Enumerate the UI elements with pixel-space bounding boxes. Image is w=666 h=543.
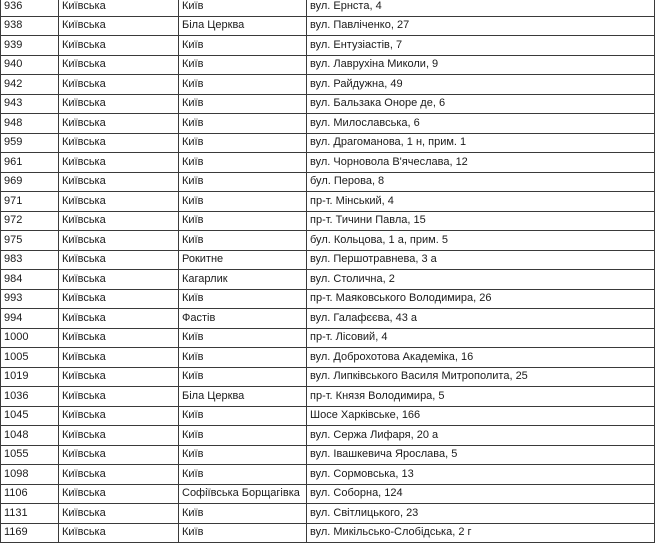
city-cell: Київ bbox=[179, 465, 307, 485]
branch-number-cell: 1048 bbox=[1, 426, 59, 446]
table-row bbox=[1, 172, 655, 192]
branch-number-cell: 1131 bbox=[1, 504, 59, 524]
region-cell: Київська bbox=[59, 94, 179, 114]
address-cell: вул. Чорновола В'ячеслава, 12 bbox=[307, 153, 655, 173]
address-cell: вул. Доброхотова Академіка, 16 bbox=[307, 348, 655, 368]
address-cell: пр-т. Маяковського Володимира, 26 bbox=[307, 289, 655, 309]
city-cell: Київ bbox=[179, 153, 307, 173]
address-cell: вул. Галафєєва, 43 а bbox=[307, 309, 655, 329]
region-cell: Київська bbox=[59, 250, 179, 270]
table-row bbox=[1, 153, 655, 173]
region-cell: Київська bbox=[59, 387, 179, 407]
branch-number-cell: 961 bbox=[1, 153, 59, 173]
branch-number-cell: 1055 bbox=[1, 445, 59, 465]
branch-number-cell: 993 bbox=[1, 289, 59, 309]
region-cell: Київська bbox=[59, 523, 179, 543]
region-cell: Київська bbox=[59, 328, 179, 348]
table-row bbox=[1, 94, 655, 114]
branch-number-cell: 936 bbox=[1, 0, 59, 16]
table-row bbox=[1, 114, 655, 134]
address-cell: вул. Милославська, 6 bbox=[307, 114, 655, 134]
region-cell: Київська bbox=[59, 270, 179, 290]
branch-number-cell: 948 bbox=[1, 114, 59, 134]
table-row bbox=[1, 289, 655, 309]
table-row bbox=[1, 36, 655, 56]
region-cell: Київська bbox=[59, 36, 179, 56]
table-row bbox=[1, 211, 655, 231]
address-cell: вул. Івашкевича Ярослава, 5 bbox=[307, 445, 655, 465]
region-cell: Київська bbox=[59, 0, 179, 16]
address-cell: вул. Бальзака Оноре де, 6 bbox=[307, 94, 655, 114]
city-cell: Київ bbox=[179, 172, 307, 192]
region-cell: Київська bbox=[59, 504, 179, 524]
region-cell: Київська bbox=[59, 289, 179, 309]
address-cell: пр-т. Князя Володимира, 5 bbox=[307, 387, 655, 407]
address-cell: бул. Перова, 8 bbox=[307, 172, 655, 192]
branch-number-cell: 939 bbox=[1, 36, 59, 56]
address-cell: вул. Лаврухіна Миколи, 9 bbox=[307, 55, 655, 75]
city-cell: Київ bbox=[179, 0, 307, 16]
branch-number-cell: 975 bbox=[1, 231, 59, 251]
branch-number-cell: 1000 bbox=[1, 328, 59, 348]
table-row bbox=[1, 367, 655, 387]
branch-number-cell: 983 bbox=[1, 250, 59, 270]
branch-number-cell: 942 bbox=[1, 75, 59, 95]
branch-number-cell: 1169 bbox=[1, 523, 59, 543]
branches-table-body bbox=[1, 0, 655, 543]
table-row bbox=[1, 406, 655, 426]
branch-number-cell: 1098 bbox=[1, 465, 59, 485]
region-cell: Київська bbox=[59, 348, 179, 368]
city-cell: Рокитне bbox=[179, 250, 307, 270]
branch-number-cell: 971 bbox=[1, 192, 59, 212]
address-cell: вул. Павліченко, 27 bbox=[307, 16, 655, 36]
address-cell: вул. Ернста, 4 bbox=[307, 0, 655, 16]
address-cell: вул. Світлицького, 23 bbox=[307, 504, 655, 524]
branch-number-cell: 984 bbox=[1, 270, 59, 290]
region-cell: Київська bbox=[59, 172, 179, 192]
table-row bbox=[1, 231, 655, 251]
branch-number-cell: 959 bbox=[1, 133, 59, 153]
city-cell: Київ bbox=[179, 406, 307, 426]
branch-number-cell: 943 bbox=[1, 94, 59, 114]
table-row bbox=[1, 504, 655, 524]
address-cell: вул. Столична, 2 bbox=[307, 270, 655, 290]
city-cell: Кагарлик bbox=[179, 270, 307, 290]
table-row bbox=[1, 328, 655, 348]
city-cell: Київ bbox=[179, 36, 307, 56]
branch-number-cell: 972 bbox=[1, 211, 59, 231]
region-cell: Київська bbox=[59, 133, 179, 153]
city-cell: Київ bbox=[179, 289, 307, 309]
address-cell: пр-т. Лісовий, 4 bbox=[307, 328, 655, 348]
city-cell: Київ bbox=[179, 192, 307, 212]
address-cell: вул. Райдужна, 49 bbox=[307, 75, 655, 95]
branch-number-cell: 1106 bbox=[1, 484, 59, 504]
branch-number-cell: 1019 bbox=[1, 367, 59, 387]
city-cell: Софіївська Борщагівка bbox=[179, 484, 307, 504]
city-cell: Київ bbox=[179, 504, 307, 524]
table-row bbox=[1, 523, 655, 543]
city-cell: Київ bbox=[179, 55, 307, 75]
region-cell: Київська bbox=[59, 16, 179, 36]
city-cell: Київ bbox=[179, 328, 307, 348]
branch-number-cell: 969 bbox=[1, 172, 59, 192]
region-cell: Київська bbox=[59, 465, 179, 485]
branch-number-cell: 940 bbox=[1, 55, 59, 75]
address-cell: пр-т. Тичини Павла, 15 bbox=[307, 211, 655, 231]
city-cell: Київ bbox=[179, 133, 307, 153]
city-cell: Біла Церква bbox=[179, 387, 307, 407]
city-cell: Фастів bbox=[179, 309, 307, 329]
address-cell: Шосе Харківське, 166 bbox=[307, 406, 655, 426]
region-cell: Київська bbox=[59, 367, 179, 387]
branch-number-cell: 1036 bbox=[1, 387, 59, 407]
branch-number-cell: 938 bbox=[1, 16, 59, 36]
address-cell: вул. Першотравнева, 3 а bbox=[307, 250, 655, 270]
region-cell: Київська bbox=[59, 153, 179, 173]
table-row bbox=[1, 484, 655, 504]
city-cell: Біла Церква bbox=[179, 16, 307, 36]
table-row bbox=[1, 133, 655, 153]
table-row bbox=[1, 445, 655, 465]
city-cell: Київ bbox=[179, 348, 307, 368]
region-cell: Київська bbox=[59, 445, 179, 465]
city-cell: Київ bbox=[179, 75, 307, 95]
table-row bbox=[1, 16, 655, 36]
city-cell: Київ bbox=[179, 94, 307, 114]
city-cell: Київ bbox=[179, 426, 307, 446]
table-row bbox=[1, 387, 655, 407]
table-row bbox=[1, 348, 655, 368]
table-row bbox=[1, 270, 655, 290]
table-row bbox=[1, 250, 655, 270]
address-cell: бул. Кольцова, 1 а, прим. 5 bbox=[307, 231, 655, 251]
region-cell: Київська bbox=[59, 211, 179, 231]
address-cell: вул. Сержа Лифаря, 20 а bbox=[307, 426, 655, 446]
address-cell: вул. Микільсько-Слобідська, 2 г bbox=[307, 523, 655, 543]
region-cell: Київська bbox=[59, 231, 179, 251]
table-row bbox=[1, 465, 655, 485]
city-cell: Київ bbox=[179, 367, 307, 387]
region-cell: Київська bbox=[59, 55, 179, 75]
region-cell: Київська bbox=[59, 192, 179, 212]
branch-number-cell: 994 bbox=[1, 309, 59, 329]
table-row bbox=[1, 55, 655, 75]
region-cell: Київська bbox=[59, 309, 179, 329]
branch-number-cell: 1005 bbox=[1, 348, 59, 368]
region-cell: Київська bbox=[59, 484, 179, 504]
address-cell: вул. Ентузіастів, 7 bbox=[307, 36, 655, 56]
address-cell: вул. Соборна, 124 bbox=[307, 484, 655, 504]
address-cell: вул. Липківського Василя Митрополита, 25 bbox=[307, 367, 655, 387]
region-cell: Київська bbox=[59, 426, 179, 446]
address-cell: пр-т. Мінський, 4 bbox=[307, 192, 655, 212]
table-row bbox=[1, 309, 655, 329]
address-cell: вул. Сормовська, 13 bbox=[307, 465, 655, 485]
city-cell: Київ bbox=[179, 523, 307, 543]
address-cell: вул. Драгоманова, 1 н, прим. 1 bbox=[307, 133, 655, 153]
region-cell: Київська bbox=[59, 406, 179, 426]
city-cell: Київ bbox=[179, 231, 307, 251]
city-cell: Київ bbox=[179, 445, 307, 465]
city-cell: Київ bbox=[179, 114, 307, 134]
table-row bbox=[1, 0, 655, 16]
region-cell: Київська bbox=[59, 75, 179, 95]
table-row bbox=[1, 426, 655, 446]
branch-number-cell: 1045 bbox=[1, 406, 59, 426]
region-cell: Київська bbox=[59, 114, 179, 134]
table-row bbox=[1, 75, 655, 95]
table-row bbox=[1, 192, 655, 212]
city-cell: Київ bbox=[179, 211, 307, 231]
